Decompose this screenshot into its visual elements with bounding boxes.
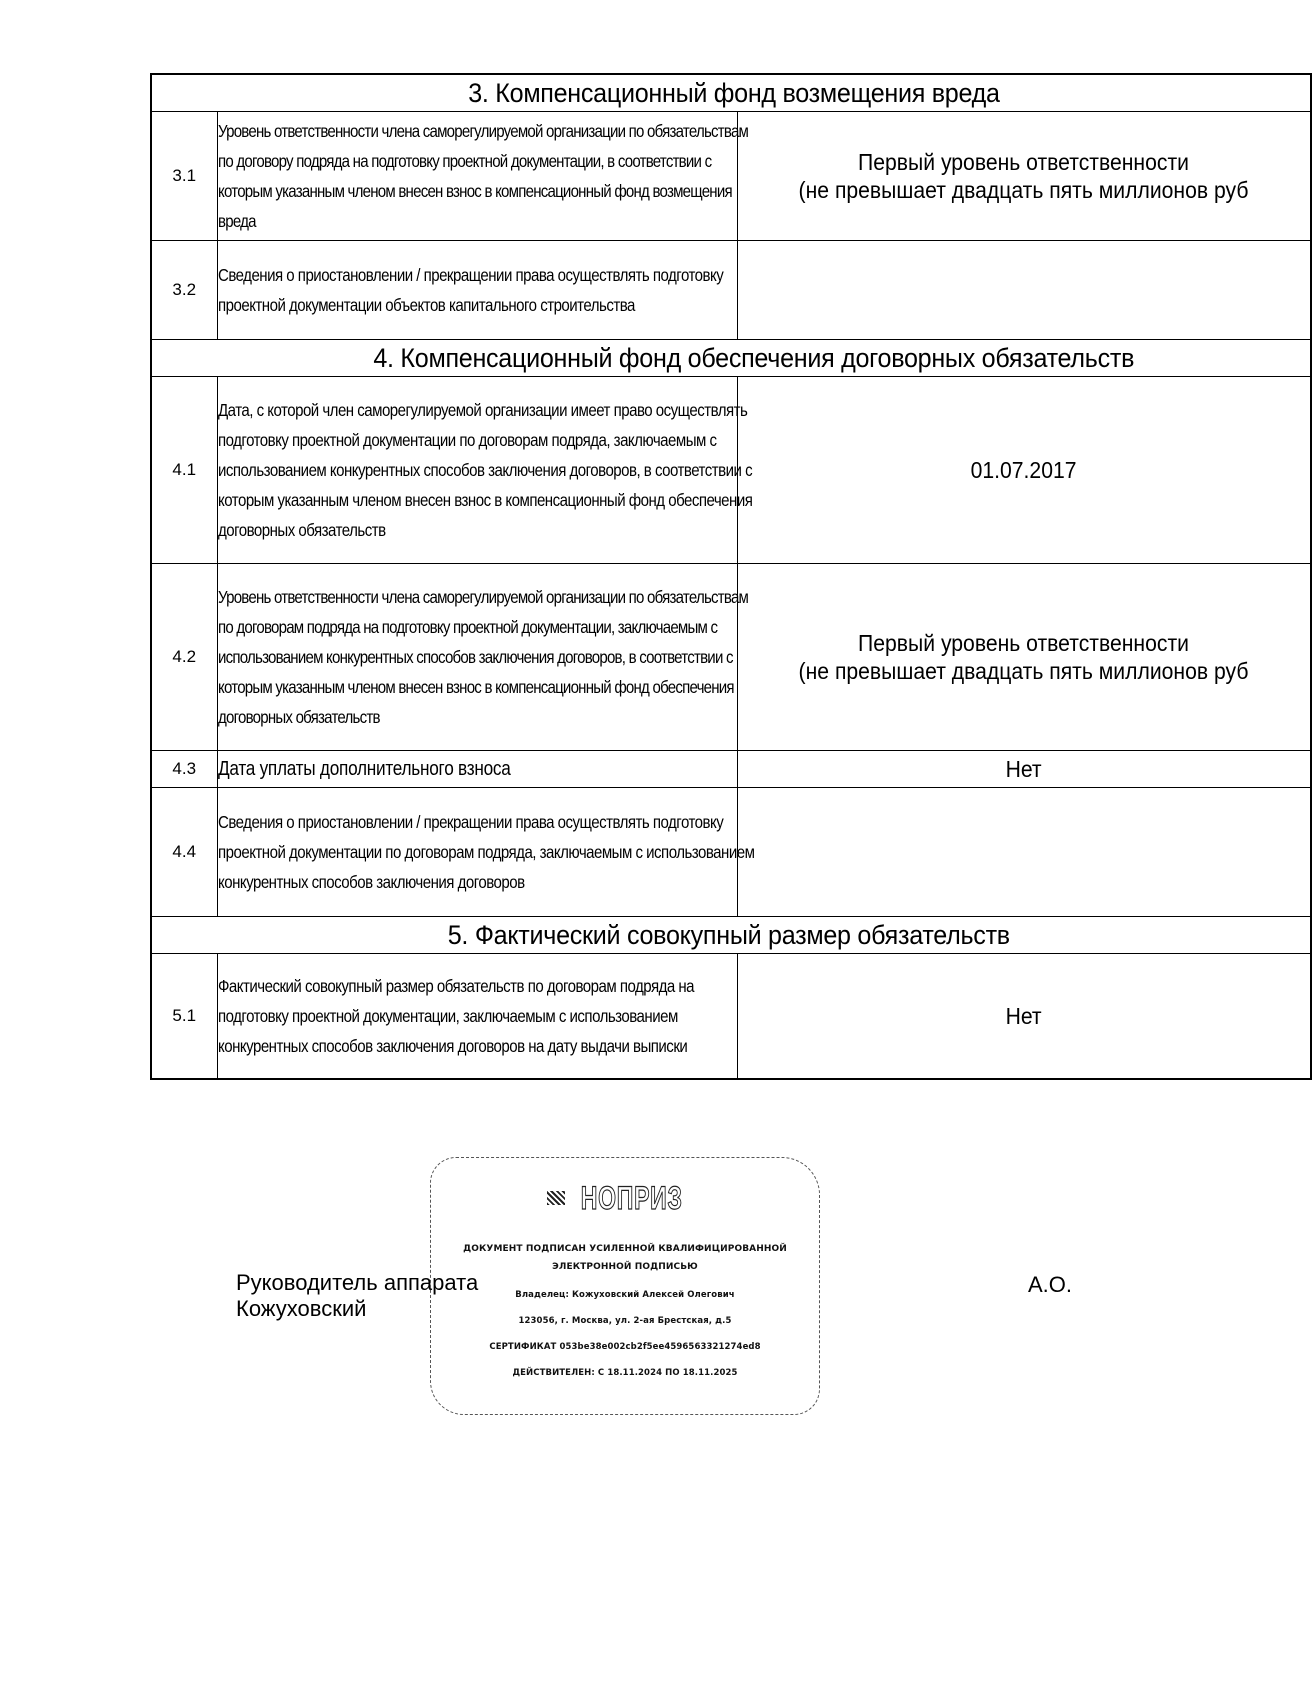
row-value bbox=[737, 241, 1311, 340]
section-header-4 bbox=[151, 340, 1311, 377]
stamp-validity: ДЕЙСТВИТЕЛЕН: С 18.11.2024 ПО 18.11.2025 bbox=[512, 1368, 738, 1378]
row-description: Уровень ответственности члена саморегулируемой организации по обязательствам по договору подряда на подготовку проектной документации, в соответствии с которым указанным членом внесен взнос в компенсационный фонд возмещения вреда bbox=[217, 112, 737, 241]
row-description: Фактический совокупный размер обязательств по договорам подряда на подготовку проектной документации, заключаемым с использованием конкурентных способов заключения договоров на дату выдачи выписки bbox=[217, 954, 737, 1080]
stamp-header: ДОКУМЕНТ ПОДПИСАН УСИЛЕННОЙ КВАЛИФИЦИРОВАННОЙ ЭЛЕКТРОННОЙ ПОДПИСЬЮ bbox=[463, 1244, 787, 1272]
value-line-1: Первый уровень ответственности bbox=[858, 149, 1190, 175]
row-description: Дата, с которой член саморегулируемой организации имеет право осуществлять подготовку проектной документации по договорам подряда, заключаемым с использованием конкурентных способов заключения договоров, в соответствии с которым указанным членом внесен взнос в компенсационный фонд обеспечения договорных обязательств bbox=[217, 377, 737, 564]
row-number: 5.1 bbox=[151, 954, 217, 1080]
row-value: Нет bbox=[737, 954, 1311, 1080]
row-value bbox=[737, 564, 1311, 751]
row-number: 4.2 bbox=[151, 564, 217, 751]
section-header-5 bbox=[151, 917, 1311, 954]
table-row bbox=[151, 788, 1311, 917]
table-row bbox=[151, 241, 1311, 340]
logo-text: НОПРИЗ bbox=[581, 1179, 683, 1216]
row-number: 4.3 bbox=[151, 751, 217, 788]
row-value bbox=[737, 788, 1311, 917]
row-value: 01.07.2017 bbox=[737, 377, 1311, 564]
section-header-3 bbox=[151, 74, 1311, 112]
document-clip bbox=[150, 73, 1249, 1085]
logo-mark-icon bbox=[547, 1191, 565, 1205]
row-number: 4.4 bbox=[151, 788, 217, 917]
row-description: Дата уплаты дополнительного взноса bbox=[217, 751, 737, 788]
nopriz-logo bbox=[431, 1180, 819, 1216]
extract-table bbox=[150, 73, 1312, 1080]
value-line-2: (не превышает двадцать пять миллионов руб bbox=[798, 177, 1249, 203]
section-title: 4. Компенсационный фонд обеспечения договорных обязательств bbox=[373, 343, 1135, 373]
table-row bbox=[151, 564, 1311, 751]
stamp-certificate: СЕРТИФИКАТ 053be38e002cb2f5ee4596563321274ed8 bbox=[489, 1342, 761, 1352]
value-line-1: Первый уровень ответственности bbox=[858, 630, 1190, 656]
section-title: 5. Фактический совокупный размер обязательств bbox=[447, 920, 1010, 950]
row-description: Сведения о приостановлении / прекращении права осуществлять подготовку проектной документации по договорам подряда, заключаемым с использованием конкурентных способов заключения договоров bbox=[217, 788, 737, 917]
table-row bbox=[151, 751, 1311, 788]
row-description: Сведения о приостановлении / прекращении права осуществлять подготовку проектной документации объектов капитального строительства bbox=[217, 241, 737, 340]
table-row bbox=[151, 377, 1311, 564]
e-signature-stamp bbox=[430, 1157, 820, 1415]
row-value: Нет bbox=[737, 751, 1311, 788]
stamp-address: 123056, г. Москва, ул. 2-ая Брестская, д.5 bbox=[518, 1316, 732, 1326]
signer-position: Руководитель аппарата bbox=[236, 1270, 479, 1295]
signer-initials: А.О. bbox=[1028, 1272, 1073, 1297]
section-title: 3. Компенсационный фонд возмещения вреда bbox=[468, 78, 1000, 108]
row-number: 3.1 bbox=[151, 112, 217, 241]
row-number: 3.2 bbox=[151, 241, 217, 340]
row-description: Уровень ответственности члена саморегулируемой организации по обязательствам по договорам подряда на подготовку проектной документации, заключаемым с использованием конкурентных способов заключения договоров, в соответствии с которым указанным членом внесен взнос в компенсационный фонд обеспечения договорных обязательств bbox=[217, 564, 737, 751]
value-line-2: (не превышает двадцать пять миллионов руб bbox=[798, 658, 1249, 684]
table-row bbox=[151, 112, 1311, 241]
row-number: 4.1 bbox=[151, 377, 217, 564]
table-row bbox=[151, 954, 1311, 1080]
stamp-owner: Владелец: Кожуховский Алексей Олегович bbox=[515, 1290, 735, 1300]
signer-surname: Кожуховский bbox=[236, 1296, 367, 1321]
row-value bbox=[737, 112, 1311, 241]
